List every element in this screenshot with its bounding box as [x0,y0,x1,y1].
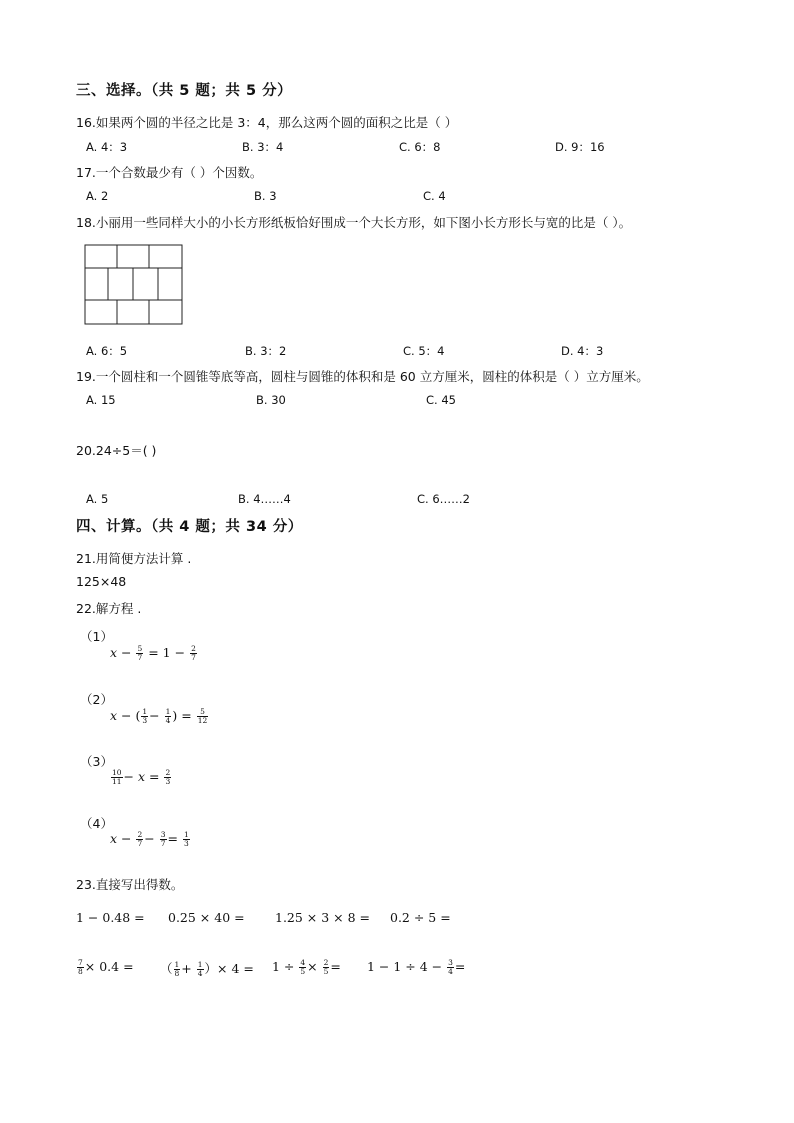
equation-3: $\frac{10}{11}$ − x = $\frac{2}{3}$ [112,768,171,786]
rectangle-tiling-figure [84,244,184,326]
q17-option-c[interactable]: C. 4 [423,189,446,203]
q17-option-a[interactable]: A. 2 [86,189,109,203]
q16-option-c[interactable]: C. 6：8 [399,140,441,154]
section-3-title: 三、选择。（共 5 题；共 5 分） [76,83,293,99]
q22-label-4: （4） [80,816,113,831]
question-21: 21.用简便方法计算 . [76,551,192,566]
mental-calc-2: 0.25 × 40 = [168,910,245,925]
q18-option-a[interactable]: A. 6：5 [86,344,128,358]
equation-4: x − $\frac{2}{7}$ − $\frac{3}{7}$ = $\frac{1}{3}$ [110,830,189,848]
q20-option-a[interactable]: A. 5 [86,492,109,506]
equation-2: x − ( $\frac{1}{3}$ − $\frac{1}{4}$ ) = $\frac{5}{12}$ [110,707,208,725]
q20-option-b[interactable]: B. 4……4 [238,492,291,506]
question-17: 17.一个合数最少有（ ）个因数。 [76,165,263,180]
mental-calc-4: 0.2 ÷ 5 = [390,910,451,925]
mental-calc-5: $\frac{7}{8}$ × 0.4 = [78,958,134,976]
question-18: 18.小丽用一些同样大小的小长方形纸板恰好围成一个大长方形，如下图小长方形长与宽的比是（ ）。 [76,215,632,230]
q19-option-c[interactable]: C. 45 [426,393,456,407]
mental-calc-6: （ $\frac{1}{8}$ + $\frac{1}{4}$ ）× 4 = [160,960,254,978]
q21-expression: 125×48 [76,574,127,589]
mental-calc-3: 1.25 × 3 × 8 = [275,910,371,925]
mental-calc-1: 1 − 0.48 = [76,910,145,925]
q19-option-a[interactable]: A. 15 [86,393,116,407]
mental-calc-8: 1 − 1 ÷ 4 − $\frac{3}{4}$ = [367,958,466,976]
q22-label-3: （3） [80,754,113,769]
mental-calc-7: 1 ÷ $\frac{4}{5}$ × $\frac{2}{5}$ = [272,958,341,976]
section-4-title: 四、计算。（共 4 题；共 34 分） [76,519,303,535]
q22-label-2: （2） [80,692,113,707]
q22-label-1: （1） [80,629,113,644]
question-23: 23.直接写出得数。 [76,877,184,892]
q16-option-d[interactable]: D. 9：16 [555,140,605,154]
q18-option-d[interactable]: D. 4：3 [561,344,604,358]
q20-option-c[interactable]: C. 6……2 [417,492,470,506]
question-16: 16.如果两个圆的半径之比是 3：4，那么这两个圆的面积之比是（ ） [76,115,458,130]
q16-option-b[interactable]: B. 3：4 [242,140,284,154]
q16-option-a[interactable]: A. 4：3 [86,140,128,154]
question-19: 19.一个圆柱和一个圆锥等底等高，圆柱与圆锥的体积和是 60 立方厘米，圆柱的体积是（ ）立方厘米。 [76,369,649,384]
q19-option-b[interactable]: B. 30 [256,393,286,407]
equation-1: x − $\frac{5}{7}$ = 1 − $\frac{2}{7}$ [110,644,196,662]
q18-option-b[interactable]: B. 3：2 [245,344,287,358]
question-20: 20.24÷5＝( ) [76,443,157,458]
q17-option-b[interactable]: B. 3 [254,189,277,203]
q18-option-c[interactable]: C. 5：4 [403,344,445,358]
question-22: 22.解方程 . [76,601,142,616]
